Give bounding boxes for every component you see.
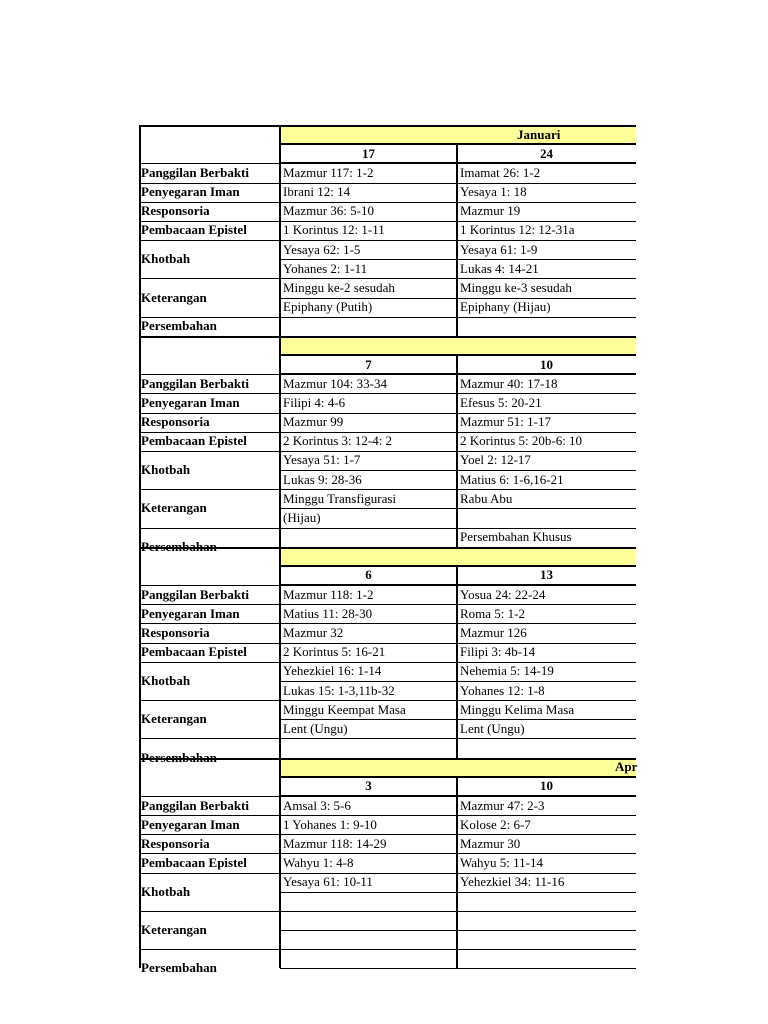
month-header [280,547,636,566]
grid-line [139,374,280,375]
khotbah-cell: Matius 6: 1-6,16-21 [460,471,564,487]
khotbah-cell [280,892,457,911]
reading-cell: Mazmur 32 [283,624,344,640]
grid-line [280,162,636,164]
reading-cell: 2 Korintus 3: 12-4: 2 [283,433,393,449]
grid-line [280,373,636,375]
khotbah-cell: Nehemia 5: 14-19 [460,663,554,679]
grid-line [280,508,636,509]
grid-line [279,547,281,758]
schedule-sheet [139,125,638,976]
date-header: 10 [540,356,553,372]
reading-cell: 1 Korintus 12: 12-31a [460,222,575,238]
row-label-khotbah: Khotbah [141,251,191,267]
reading-cell: Mazmur 40: 17-18 [460,375,558,391]
khotbah-cell: Yohanes 2: 1-11 [283,260,368,276]
grid-line [139,623,636,624]
keterangan-cell: Minggu Kelima Masa [460,701,575,717]
grid-line [139,834,636,835]
row-label-panggilan: Panggilan Berbakti [141,797,249,813]
month-header: Januari [280,125,636,144]
row-label-responsoria: Responsoria [141,624,210,640]
reading-cell: Mazmur 118: 1-2 [283,586,374,602]
khotbah-cell: Yesaya 51: 1-7 [283,452,361,468]
grid-line [279,336,281,547]
keterangan-cell: (Hijau) [283,509,321,525]
khotbah-cell: Lukas 4: 14-21 [460,260,539,276]
grid-line [139,853,636,854]
month-header: Apr [280,758,636,777]
keterangan-cell: Minggu Transfigurasi [283,490,397,506]
grid-line [139,758,141,969]
grid-line [139,221,636,222]
grid-line [139,393,636,394]
grid-line [456,355,458,547]
keterangan-cell [457,930,636,949]
grid-line [280,259,636,260]
reading-cell: Mazmur 117: 1-2 [283,164,374,180]
reading-cell: Yosua 24: 22-24 [460,586,546,602]
grid-line [139,528,636,529]
persembahan-cell [280,738,457,757]
grid-line [456,777,458,969]
khotbah-cell [457,892,636,911]
grid-line [139,125,636,127]
grid-line [280,354,636,356]
persembahan-cell [457,968,636,987]
grid-line [279,758,281,969]
reading-cell: Yesaya 1: 18 [460,184,527,200]
khotbah-cell: Yehezkiel 16: 1-14 [283,663,382,679]
grid-line [139,758,636,760]
reading-cell: Amsal 3: 5-6 [283,797,351,813]
reading-cell: Roma 5: 1-2 [460,605,525,621]
date-header: 24 [540,145,553,161]
date-header: 6 [365,567,372,583]
grid-line [139,183,636,184]
grid-line [279,125,281,336]
khotbah-cell: Lukas 9: 28-36 [283,471,362,487]
grid-line [139,604,636,605]
reading-cell: Mazmur 118: 14-29 [283,835,387,851]
row-label-responsoria: Responsoria [141,835,210,851]
reading-cell: Wahyu 5: 11-14 [460,855,543,871]
row-label-keterangan: Keterangan [141,500,207,516]
grid-line [139,873,636,874]
row-label-panggilan: Panggilan Berbakti [141,586,249,602]
grid-line [139,240,636,241]
date-header: 7 [365,356,372,372]
grid-line [139,700,636,701]
reading-cell: Mazmur 30 [460,835,521,851]
khotbah-cell: Lukas 15: 1-3,11b-32 [283,682,395,698]
grid-line [139,949,636,950]
reading-cell: Efesus 5: 20-21 [460,394,542,410]
month-block [139,758,638,976]
reading-cell: Filipi 4: 4-6 [283,394,346,410]
grid-line [139,662,636,663]
keterangan-cell: Minggu ke-3 sesudah [460,279,572,295]
grid-line [280,968,636,969]
grid-line [139,278,636,279]
grid-line [139,911,636,912]
date-header: 13 [540,567,553,583]
grid-line [139,432,636,433]
keterangan-cell [280,911,457,930]
row-label-penyegaran: Penyegaran Iman [141,605,240,621]
row-label-responsoria: Responsoria [141,203,210,219]
row-label-persembahan: Persembahan [141,318,217,334]
reading-cell: Mazmur 19 [460,203,521,219]
persembahan-cell: Persembahan Khusus [460,529,572,545]
row-label-epistel: Pembacaan Epistel [141,855,247,871]
keterangan-cell [280,930,457,949]
row-label-epistel: Pembacaan Epistel [141,433,247,449]
grid-line [456,144,458,336]
keterangan-cell: Lent (Ungu) [283,720,348,736]
grid-line [280,681,636,682]
grid-line [139,202,636,203]
grid-line [139,451,636,452]
row-label-penyegaran: Penyegaran Iman [141,816,240,832]
month-header [280,336,636,355]
reading-cell: Mazmur 126 [460,624,527,640]
row-label-panggilan: Panggilan Berbakti [141,375,249,391]
grid-line [280,892,636,893]
grid-line [280,298,636,299]
persembahan-cell [280,317,457,336]
month-block [139,125,636,336]
persembahan-cell [280,968,457,987]
row-label-khotbah: Khotbah [141,672,191,688]
row-label-khotbah: Khotbah [141,462,191,478]
row-label-responsoria: Responsoria [141,414,210,430]
row-label-keterangan: Keterangan [141,922,207,938]
reading-cell: Ibrani 12: 14 [283,184,351,200]
khotbah-cell: Yesaya 62: 1-5 [283,241,361,257]
grid-line [139,585,280,586]
grid-line [139,163,280,164]
persembahan-cell [457,317,636,336]
grid-line [139,796,280,797]
grid-line [139,547,141,758]
date-header: 10 [540,778,553,794]
reading-cell: 2 Korintus 5: 16-21 [283,644,386,660]
grid-line [139,738,636,739]
reading-cell: Imamat 26: 1-2 [460,164,541,180]
khotbah-cell: Yesaya 61: 1-9 [460,241,538,257]
row-label-keterangan: Keterangan [141,289,207,305]
grid-line [280,565,636,567]
date-header: 17 [362,145,375,161]
keterangan-cell: Rabu Abu [460,490,513,506]
grid-line [280,143,636,145]
grid-line [139,413,636,414]
grid-line [139,336,141,547]
grid-line [139,125,141,336]
reading-cell: Matius 11: 28-30 [283,605,373,621]
reading-cell: 2 Korintus 5: 20b-6: 10 [460,433,583,449]
grid-line [280,470,636,471]
row-label-epistel: Pembacaan Epistel [141,222,247,238]
persembahan-cell [457,738,636,757]
reading-cell: 1 Korintus 12: 1-11 [283,222,385,238]
grid-line [139,643,636,644]
grid-line [280,795,636,797]
grid-line [139,547,636,549]
row-label-penyegaran: Penyegaran Iman [141,184,240,200]
persembahan-cell [457,949,636,968]
row-label-panggilan: Panggilan Berbakti [141,164,249,180]
grid-line [139,489,636,490]
persembahan-cell [280,528,457,547]
reading-cell: Mazmur 104: 33-34 [283,375,387,391]
row-label-khotbah: Khotbah [141,883,191,899]
khotbah-cell: Yoel 2: 12-17 [460,452,531,468]
row-label-persembahan: Persembahan [141,960,217,976]
date-header: 3 [365,778,372,794]
keterangan-cell [457,911,636,930]
keterangan-cell [457,508,636,527]
grid-line [139,815,636,816]
row-label-keterangan: Keterangan [141,711,207,727]
grid-line [280,719,636,720]
reading-cell: 1 Yohanes 1: 9-10 [283,816,377,832]
grid-line [456,566,458,758]
keterangan-cell: Lent (Ungu) [460,720,525,736]
month-block [139,547,636,758]
khotbah-cell: Yehezkiel 34: 11-16 [460,874,565,890]
grid-line [280,930,636,931]
reading-cell: Mazmur 51: 1-17 [460,414,551,430]
keterangan-cell: Epiphany (Putih) [283,299,373,315]
khotbah-cell: Yohanes 12: 1-8 [460,682,545,698]
grid-line [139,336,636,338]
reading-cell: Mazmur 47: 2-3 [460,797,545,813]
month-block [139,336,636,547]
reading-cell: Kolose 2: 6-7 [460,816,531,832]
keterangan-cell: Epiphany (Hijau) [460,299,551,315]
reading-cell: Filipi 3: 4b-14 [460,644,536,660]
grid-line [280,776,636,778]
reading-cell: Mazmur 99 [283,414,344,430]
reading-cell: Mazmur 36: 5-10 [283,203,374,219]
reading-cell: Wahyu 1: 4-8 [283,855,354,871]
grid-line [280,584,636,586]
grid-line [139,317,636,318]
row-label-penyegaran: Penyegaran Iman [141,394,240,410]
keterangan-cell: Minggu ke-2 sesudah [283,279,395,295]
persembahan-cell [280,949,457,968]
keterangan-cell: Minggu Keempat Masa [283,701,406,717]
row-label-epistel: Pembacaan Epistel [141,644,247,660]
khotbah-cell: Yesaya 61: 10-11 [283,874,373,890]
